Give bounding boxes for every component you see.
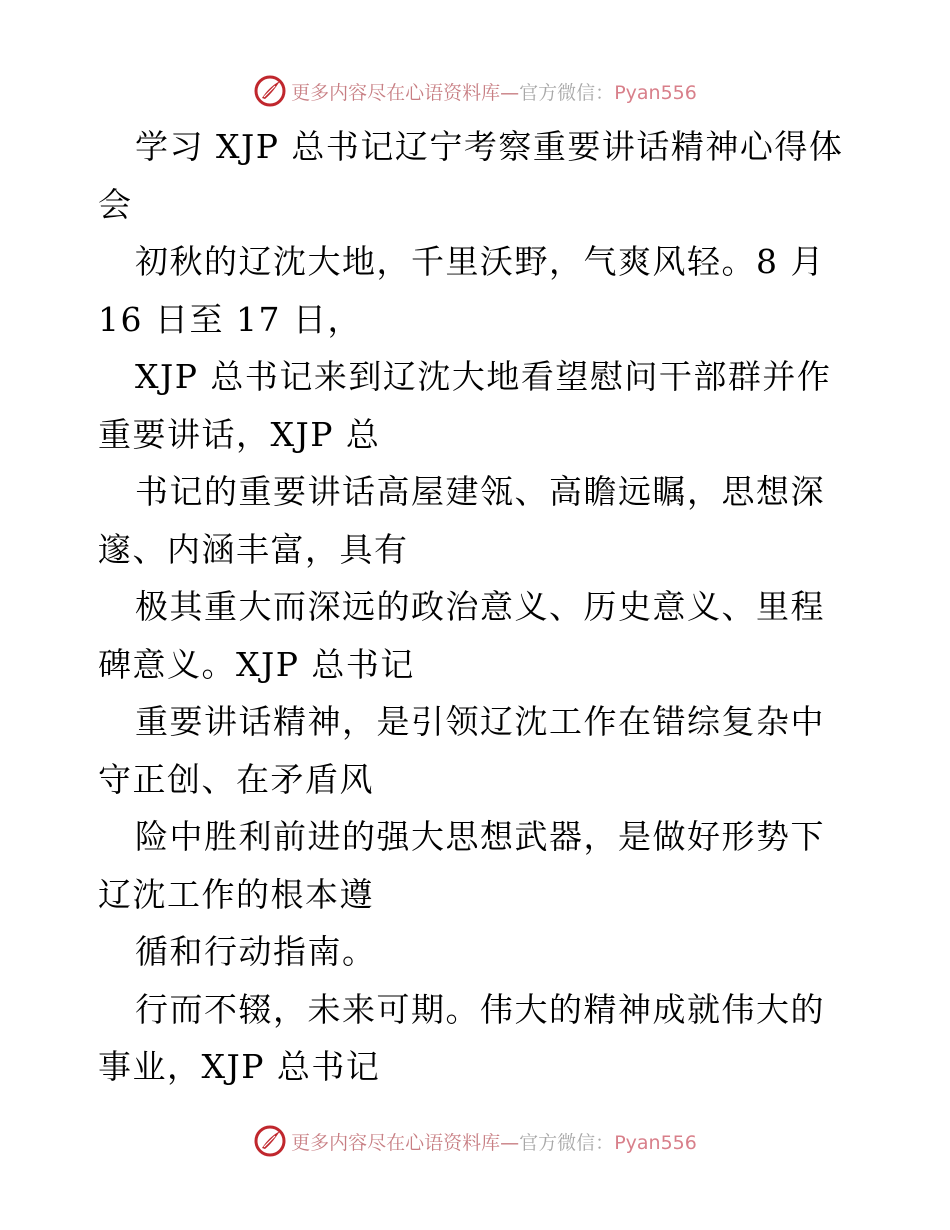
- watermark-text: [291, 1128, 697, 1155]
- watermark-wechat-label: 官方微信：: [519, 81, 615, 104]
- document-body: [98, 118, 858, 1096]
- watermark-wechat-id: Pyan556: [614, 81, 697, 104]
- watermark-wechat-label: 官方微信：: [519, 1131, 615, 1154]
- watermark-dash: —: [500, 1131, 520, 1154]
- paragraph: 险中胜利前进的强大思想武器，是做好形势下辽沈工作的根本遵: [98, 817, 825, 914]
- paragraph: XJP 总书记来到辽沈大地看望慰问干部群并作重要讲话，XJP 总: [98, 357, 832, 454]
- watermark-main: 更多内容尽在心语资料库: [291, 1131, 501, 1154]
- paragraph: 学习 XJP 总书记辽宁考察重要讲话精神心得体会: [98, 127, 844, 224]
- header-watermark: [0, 71, 950, 111]
- watermark-dash: —: [500, 81, 520, 104]
- paragraph: 循和行动指南。: [135, 932, 377, 971]
- paragraph: 极其重大而深远的政治意义、历史意义、里程碑意义。XJP 总书记: [98, 587, 825, 684]
- paragraph: 初秋的辽沈大地，千里沃野，气爽风轻。8 月 16 日至 17 日，: [98, 242, 825, 339]
- watermark-main: 更多内容尽在心语资料库: [291, 81, 501, 104]
- paragraph: 重要讲话精神，是引领辽沈工作在错综复杂中守正创、在矛盾风: [98, 702, 825, 799]
- red-circle-quill-icon: [253, 1124, 287, 1158]
- red-circle-quill-icon: [253, 74, 287, 108]
- paragraph: 书记的重要讲话高屋建瓴、高瞻远瞩，思想深邃、内涵丰富，具有: [98, 472, 825, 569]
- watermark-text: [291, 78, 697, 105]
- watermark-wechat-id: Pyan556: [614, 1131, 697, 1154]
- footer-watermark: [0, 1121, 950, 1161]
- paragraph: 行而不辍，未来可期。伟大的精神成就伟大的事业，XJP 总书记: [98, 989, 825, 1086]
